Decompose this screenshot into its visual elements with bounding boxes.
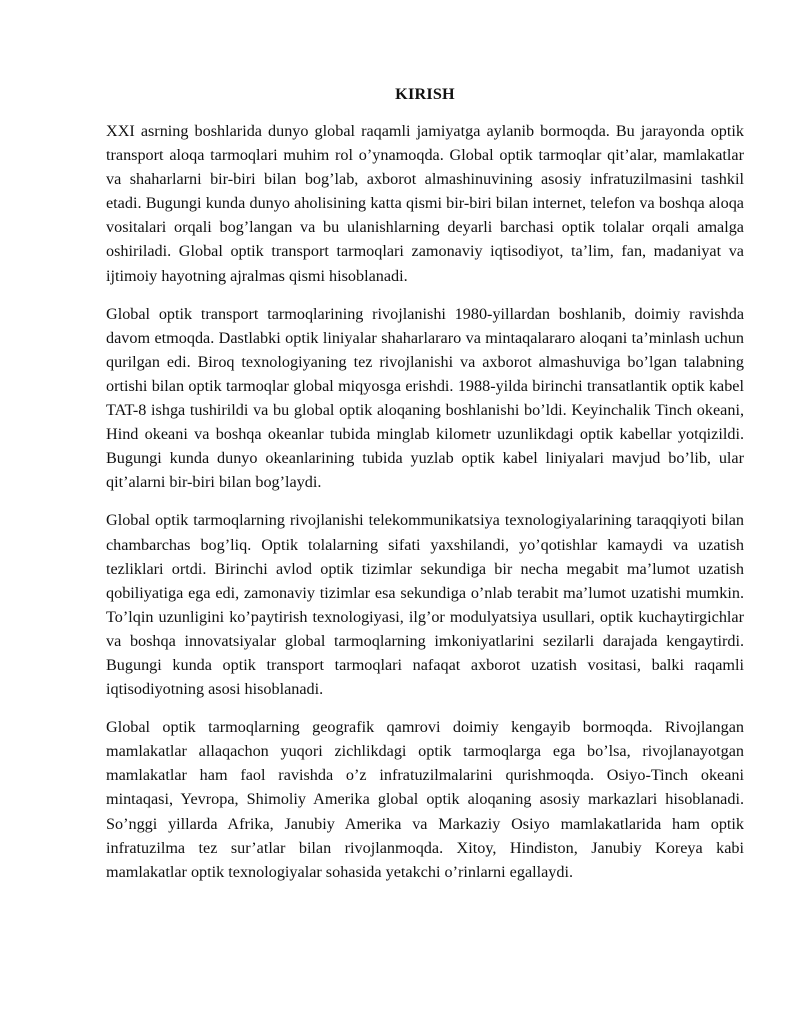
paragraph-4: Global optik tarmoqlarning geografik qamrovi doimiy kengayib bormoqda. Rivojlangan mamlakatlar allaqachon yuqori zichlikdagi optik tarmoqlarga ega bo’lsa, rivojlanayotgan mamlakatlar ham faol ravishda o’z infratuzilmalarini qurishmoqda. Osiyo-Tinch okeani mintaqasi, Yevropa, Shimoliy Amerika global optik aloqaning asosiy markazlari hisoblanadi. So’nggi yillarda Afrika, Janubiy Amerika va Markaziy Osiyo mamlakatlarida ham optik infratuzilma tez sur’atlar bilan rivojlanmoqda. Xitoy, Hindiston, Janubiy Koreya kabi mamlakatlar optik texnologiyalar sohasida yetakchi o’rinlarni egallaydi. <box>106 718 744 881</box>
section-heading: KIRISH <box>395 85 455 103</box>
paragraph-2: Global optik transport tarmoqlarining rivojlanishi 1980-yillardan boshlanib, doimiy ravishda davom etmoqda. Dastlabki optik liniyalar shaharlararo va mintaqalararo aloqani ta’minlash uchun qurilgan edi. Biroq texnologiyaning tez rivojlanishi va axborot almashuviga bo’lgan talabning ortishi bilan optik tarmoqlar global miqyosga erishdi. 1988-yilda birinchi transatlantik optik kabel TAT-8 ishga tushirildi va bu global optik aloqaning boshlanishi bo’ldi. Keyinchalik Tinch okeani, Hind okeani va boshqa okeanlar tubida minglab kilometr uzunlikdagi optik kabellar yotqizildi. Bugungi kunda dunyo okeanlarining tubida yuzlab optik kabel liniyalari mavjud bo’lib, ular qit’alarni bir-biri bilan bog’laydi. <box>106 304 744 492</box>
document-body <box>106 82 744 884</box>
paragraph-3: Global optik tarmoqlarning rivojlanishi telekommunikatsiya texnologiyalarining taraqqiyoti bilan chambarchas bog’liq. Optik tolalarning sifati yaxshilandi, yo’qotishlar kamaydi va uzatish tezliklari ortdi. Birinchi avlod optik tizimlar sekundiga bir necha megabit ma’lumot uzatish qobiliyatiga ega edi, zamonaviy tizimlar esa sekundiga o’nlab terabit ma’lumot uzatishi mumkin. To’lqin uzunligini ko’paytirish texnologiyasi, ilg’or modulyatsiya usullari, optik kuchaytirgichlar va boshqa innovatsiyalar global tarmoqlarning imkoniyatlarini sezilarli darajada kengaytirdi. Bugungi kunda optik transport tarmoqlari nafaqat axborot uzatish vositasi, balki raqamli iqtisodiyotning asosi hisoblanadi. <box>106 511 744 699</box>
paragraph-1: XXI asrning boshlarida dunyo global raqamli jamiyatga aylanib bormoqda. Bu jarayonda optik transport aloqa tarmoqlari muhim rol o’ynamoqda. Global optik tarmoqlar qit’alar, mamlakatlar va shaharlarni bir-biri bilan bog’lab, axborot almashinuvining asosiy infratuzilmasini tashkil etadi. Bugungi kunda dunyo aholisining katta qismi bir-biri bilan internet, telefon va boshqa aloqa vositalari orqali bog’langan va bu ulanishlarning deyarli barchasi optik tolalar orqali amalga oshiriladi. Global optik transport tarmoqlari zamonaviy iqtisodiyot, ta’lim, fan, madaniyat va ijtimoiy hayotning ajralmas qismi hisoblanadi. <box>106 122 744 285</box>
